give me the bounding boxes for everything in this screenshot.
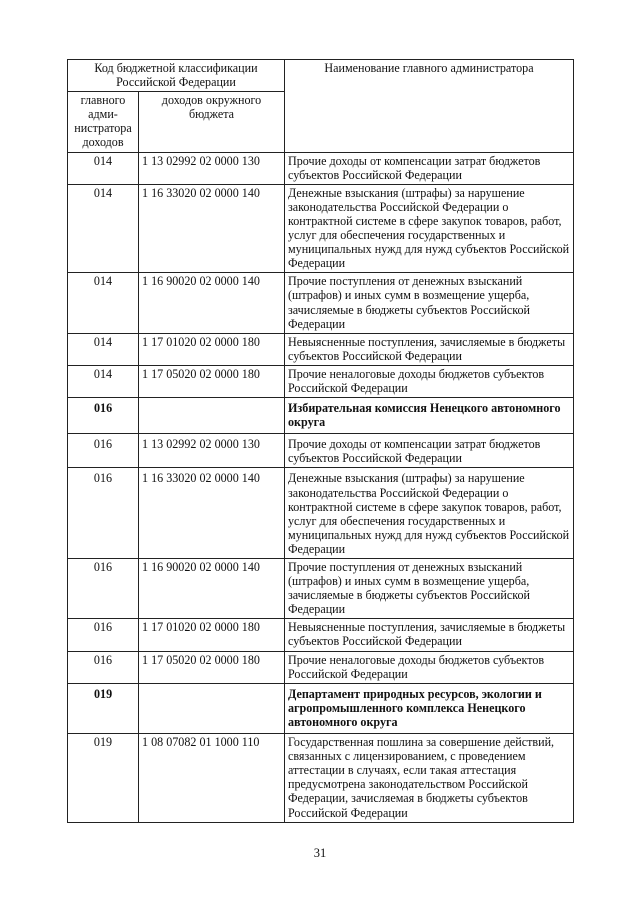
table-row (68, 152, 574, 184)
income-code-cell: 1 08 07082 01 1000 110 (139, 734, 285, 823)
income-code-cell: 1 17 01020 02 0000 180 (139, 619, 285, 651)
admin-code-cell: 016 (68, 398, 139, 434)
admin-code-cell: 019 (68, 734, 139, 823)
table-row (68, 651, 574, 683)
income-code-cell: 1 16 33020 02 0000 140 (139, 468, 285, 559)
table-row (68, 333, 574, 365)
administrator-name-cell: Прочие неналоговые доходы бюджетов субъектов Российской Федерации (285, 651, 574, 683)
table-row (68, 434, 574, 468)
administrator-name-cell: Денежные взыскания (штрафы) за нарушение законодательства Российской Федерации о контрактной системе в сфере закупок товаров, работ, услуг для обеспечения государственных и муниципальных нужд для нужд субъектов Российской Федерации (285, 184, 574, 273)
administrator-name-header: Наименование главного администратора (285, 60, 574, 153)
admin-code-cell: 016 (68, 434, 139, 468)
table-row (68, 273, 574, 333)
admin-code-cell: 014 (68, 184, 139, 273)
income-code-cell (139, 683, 285, 733)
income-code-cell (139, 398, 285, 434)
administrator-name-cell: Прочие доходы от компенсации затрат бюджетов субъектов Российской Федерации (285, 152, 574, 184)
admin-code-cell: 016 (68, 468, 139, 559)
admin-code-cell: 014 (68, 152, 139, 184)
table-row (68, 559, 574, 619)
admin-code-cell: 019 (68, 683, 139, 733)
administrator-name-cell: Невыясненные поступления, зачисляемые в бюджеты субъектов Российской Федерации (285, 619, 574, 651)
section-header-row (68, 683, 574, 733)
administrator-name-cell: Денежные взыскания (штрафы) за нарушение законодательства Российской Федерации о контрактной системе в сфере закупок товаров, работ, услуг для обеспечения государственных и муниципальных нужд для нужд субъектов Российской Федерации (285, 468, 574, 559)
table-row (68, 468, 574, 559)
income-code-cell: 1 13 02992 02 0000 130 (139, 434, 285, 468)
income-code-cell: 1 16 90020 02 0000 140 (139, 273, 285, 333)
admin-code-cell: 016 (68, 559, 139, 619)
table-row (68, 619, 574, 651)
income-code-cell: 1 17 01020 02 0000 180 (139, 333, 285, 365)
admin-code-cell: 014 (68, 273, 139, 333)
table-row (68, 734, 574, 823)
administrator-name-cell: Невыясненные поступления, зачисляемые в бюджеты субъектов Российской Федерации (285, 333, 574, 365)
income-code-cell: 1 17 05020 02 0000 180 (139, 651, 285, 683)
administrator-name-cell: Прочие поступления от денежных взысканий (штрафов) и иных сумм в возмещение ущерба, зачисляемые в бюджеты субъектов Российской Федерации (285, 559, 574, 619)
page-number: 31 (313, 846, 327, 860)
budget-classification-table (67, 59, 574, 823)
budget-code-group-header: Код бюджетной классификации Российской Федерации (68, 60, 285, 92)
administrator-name-cell: Прочие доходы от компенсации затрат бюджетов субъектов Российской Федерации (285, 434, 574, 468)
table-row (68, 184, 574, 273)
admin-code-cell: 016 (68, 619, 139, 651)
administrator-title-cell: Департамент природных ресурсов, экологии и агропромышленного комплекса Ненецкого автономного округа (285, 683, 574, 733)
table-row (68, 365, 574, 397)
administrator-name-cell: Прочие неналоговые доходы бюджетов субъектов Российской Федерации (285, 365, 574, 397)
income-code-header: доходов окружного бюджета (139, 92, 285, 152)
admin-code-cell: 014 (68, 365, 139, 397)
admin-code-header: главного адми-нистратора доходов (68, 92, 139, 152)
income-code-cell: 1 13 02992 02 0000 130 (139, 152, 285, 184)
income-code-cell: 1 16 33020 02 0000 140 (139, 184, 285, 273)
income-code-cell: 1 17 05020 02 0000 180 (139, 365, 285, 397)
administrator-name-cell: Государственная пошлина за совершение действий, связанных с лицензированием, с проведением аттестации в случаях, если такая аттестация предусмотрена законодательством Российской Федерации, зачисляемая в бюджеты субъектов Российской Федерации (285, 734, 574, 823)
section-header-row (68, 398, 574, 434)
administrator-name-cell: Прочие поступления от денежных взысканий (штрафов) и иных сумм в возмещение ущерба, зачисляемые в бюджеты субъектов Российской Федерации (285, 273, 574, 333)
admin-code-cell: 014 (68, 333, 139, 365)
administrator-title-cell: Избирательная комиссия Ненецкого автономного округа (285, 398, 574, 434)
table-header-row (68, 60, 574, 92)
admin-code-cell: 016 (68, 651, 139, 683)
income-code-cell: 1 16 90020 02 0000 140 (139, 559, 285, 619)
